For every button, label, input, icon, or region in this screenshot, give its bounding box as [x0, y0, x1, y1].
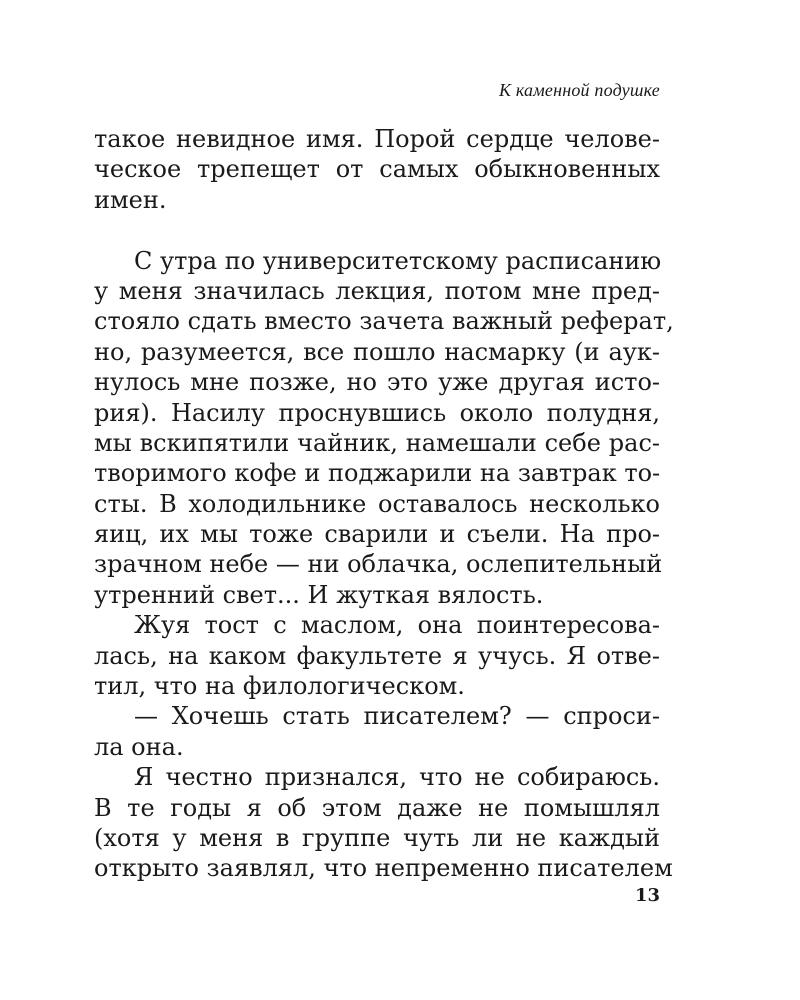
page-number: 13	[634, 885, 660, 906]
text-line: яиц, их мы тоже сварили и съели. На про-	[94, 520, 660, 549]
text-line: ческое трепещет от самых обыкновенных	[94, 155, 660, 184]
text-line: Жуя тост с маслом, она поинтересова-	[134, 611, 660, 640]
text-line: — Хочешь стать писателем? — спроси-	[134, 702, 660, 731]
text-line: В те годы я об этом даже не помышлял	[94, 793, 660, 822]
text-line: (хотя у меня в группе чуть ли не каждый	[94, 823, 660, 852]
text-line: сты. В холодильнике оставалось несколько	[94, 489, 660, 518]
text-line: зрачном небе — ни облачка, ослепительный	[94, 550, 663, 579]
text-line: но, разумеется, все пошло насмарку (и аук-	[94, 337, 660, 366]
running-head: К каменной подушке	[498, 80, 660, 100]
text-line: рия). Насилу проснувшись около полудня,	[94, 398, 660, 427]
text-line: нулось мне позже, но это уже другая исто-	[94, 368, 660, 397]
text-line: творимого кофе и поджарили на завтрак то-	[94, 459, 661, 488]
body-text	[94, 124, 674, 884]
text-line: ла она.	[94, 732, 184, 761]
text-line: мы вскипятили чайник, намешали себе рас-	[94, 428, 660, 457]
text-line: стояло сдать вместо зачета важный реферат,	[94, 307, 674, 336]
text-line: Я честно признался, что не собираюсь.	[134, 763, 660, 792]
text-line: имен.	[94, 185, 167, 214]
text-line: тил, что на филологическом.	[94, 672, 465, 701]
text-line: лась, на каком факультете я учусь. Я отве-	[94, 641, 660, 670]
paragraph-gap	[94, 215, 660, 245]
text-line: утренний свет... И жуткая вялость.	[94, 580, 544, 609]
text-line: у меня значилась лекция, потом мне пред-	[94, 276, 660, 305]
text-line: такое невидное имя. Порой сердце челове-	[94, 125, 660, 153]
text-line: С утра по университетскому расписанию	[134, 246, 662, 275]
text-line: открыто заявлял, что непременно писателем	[94, 854, 673, 883]
